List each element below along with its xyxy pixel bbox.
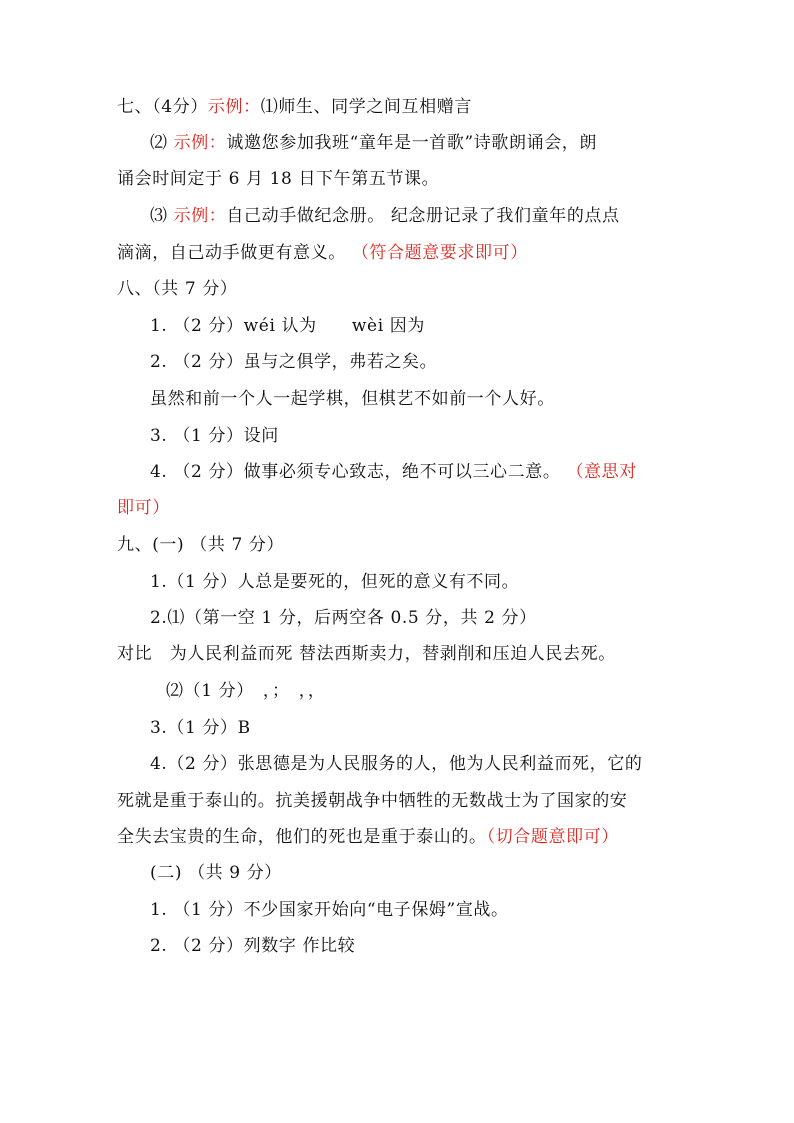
text-line (150, 752, 642, 776)
text-line (150, 131, 597, 155)
text-line (150, 387, 555, 411)
grading-note: （符合题意要求即可） (351, 243, 528, 263)
text-segment: 3.（1 分）B (150, 718, 251, 738)
text-segment: 虽然和前一个人一起学棋，但棋艺不如前一个人好。 (150, 389, 555, 409)
text-line (117, 95, 472, 119)
text-line (150, 424, 279, 448)
text-segment: 1.（1 分）人总是要死的，但死的意义有不同。 (150, 572, 520, 592)
text-segment: 对比 为人民利益而死 替法西斯卖力，替剥削和压迫人民去死。 (117, 644, 616, 664)
text-segment: ⑵ (150, 133, 174, 153)
example-label: 示例： (207, 97, 261, 117)
text-segment: 自己动手做纪念册。 纪念册记录了我们童年的点点 (226, 206, 620, 226)
text-line (150, 460, 637, 484)
text-line (117, 789, 627, 813)
text-line (117, 167, 439, 191)
text-line (166, 679, 325, 703)
text-segment: 4.（2 分）张思德是为人民服务的人，他为人民利益而死，它的 (150, 754, 643, 774)
text-segment: 诵会时间定于 6 月 18 日下午第五节课。 (117, 169, 440, 189)
example-label: 示例： (173, 133, 227, 153)
text-line (150, 570, 519, 594)
text-segment: 八、（共 7 分） (117, 279, 238, 299)
text-segment: 4. （2 分）做事必须专心致志，绝不可以三心二意。 (150, 462, 567, 482)
text-line (117, 241, 528, 265)
text-line (150, 314, 425, 338)
text-segment: 2.⑴（第一空 1 分，后两空各 0.5 分，共 2 分） (150, 608, 537, 628)
text-segment: 全失去宝贵的生命，他们的死也是重于泰山的。 (117, 827, 487, 847)
text-segment: ⑵（1 分） ，； ，， (166, 681, 326, 701)
grading-note: （切合题意即可） (486, 827, 619, 847)
text-segment: 1. （1 分）不少国家开始向“电子保姆”宣战。 (150, 900, 509, 920)
text-line (150, 716, 251, 740)
text-line (117, 642, 616, 666)
text-segment: 九、(一) （共 7 分） (117, 535, 285, 555)
grading-note: 即可） (117, 498, 170, 518)
text-segment: 滴滴，自己动手做更有意义。 (117, 243, 352, 263)
text-line (150, 606, 537, 630)
section-heading (117, 277, 238, 301)
text-line (117, 825, 619, 849)
text-line (117, 496, 170, 520)
text-line (150, 204, 620, 228)
text-segment: ⑴师生、同学之间互相赠言 (260, 97, 472, 117)
text-segment: 死就是重于泰山的。抗美援朝战争中牺牲的无数战士为了国家的安 (117, 791, 628, 811)
text-line (150, 898, 509, 922)
text-segment: ⑶ (150, 206, 174, 226)
text-segment: 七、（4分） (117, 97, 208, 117)
text-line (150, 934, 355, 958)
text-segment: 1. （2 分）wéi 认为 wèi 因为 (150, 316, 425, 336)
text-segment: 2. （2 分）虽与之俱学，弗若之矣。 (150, 352, 438, 372)
text-segment: 诚邀您参加我班“童年是一首歌”诗歌朗诵会，朗 (226, 133, 598, 153)
text-segment: 2. （2 分）列数字 作比较 (150, 936, 356, 956)
section-heading (150, 861, 282, 885)
grading-note: （意思对 (566, 462, 637, 482)
text-segment: 3. （1 分）设问 (150, 426, 279, 446)
section-heading (117, 533, 284, 557)
text-segment: (二) （共 9 分） (150, 863, 282, 883)
text-line (150, 350, 437, 374)
example-label: 示例： (173, 206, 227, 226)
